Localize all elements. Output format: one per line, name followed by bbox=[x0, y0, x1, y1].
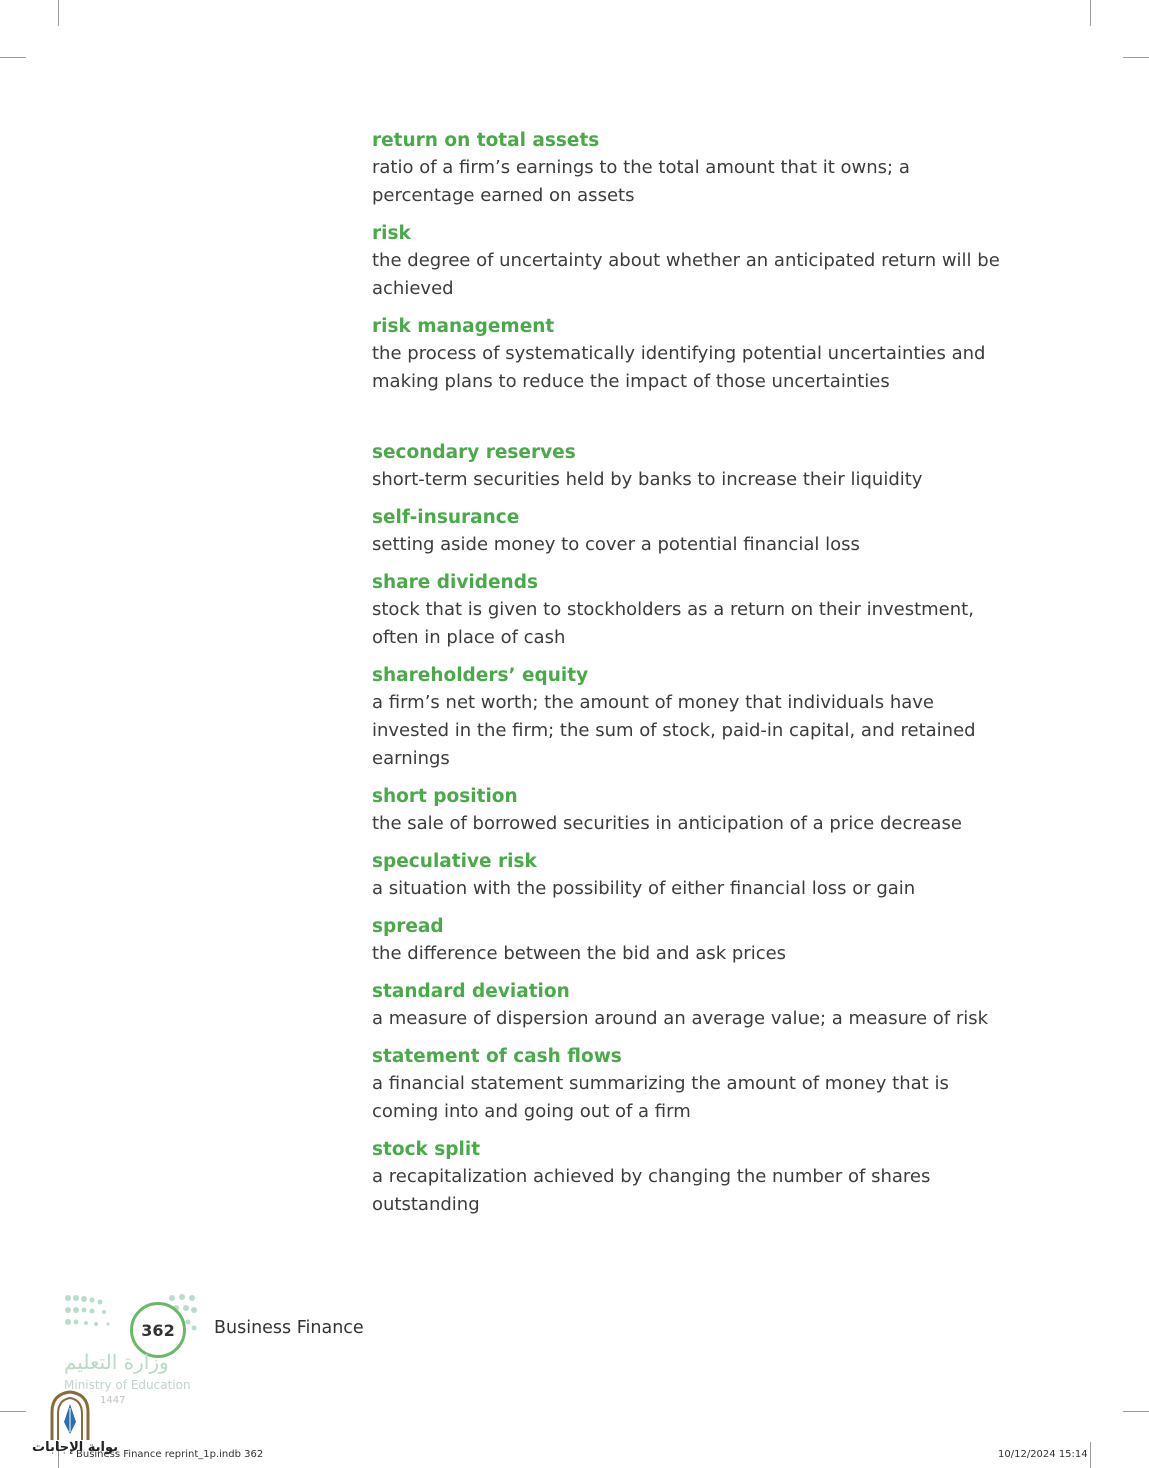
glossary-definition: stock that is given to stockholders as a return on their investment, often in place of cash bbox=[372, 599, 974, 648]
glossary-definition: short-term securities held by banks to increase their liquidity bbox=[372, 469, 923, 490]
glossary-entry bbox=[372, 849, 1012, 903]
glossary-term: share dividends bbox=[372, 572, 538, 593]
glossary-entry bbox=[372, 221, 1012, 303]
glossary-definition: setting aside money to cover a potential financial loss bbox=[372, 534, 860, 555]
glossary-term: shareholders’ equity bbox=[372, 665, 589, 686]
glossary-entry bbox=[372, 314, 1012, 396]
glossary-entry bbox=[372, 914, 1012, 968]
glossary-entry bbox=[372, 128, 1012, 210]
glossary-definition: a measure of dispersion around an average value; a measure of risk bbox=[372, 1008, 989, 1029]
crop-mark bbox=[1090, 0, 1091, 26]
glossary-definition: a financial statement summarizing the amount of money that is coming into and going out of a firm bbox=[372, 1073, 949, 1122]
glossary-term: risk bbox=[372, 223, 411, 244]
crop-mark bbox=[0, 1411, 26, 1412]
book-title: Business Finance bbox=[214, 1318, 364, 1338]
page-number: 362 bbox=[130, 1302, 186, 1358]
ministry-name-arabic: وزارة التعليم bbox=[64, 1350, 169, 1374]
answers-portal-text: بوابة الإجابات bbox=[32, 1440, 118, 1455]
glossary-definition: the degree of uncertainty about whether an anticipated return will be achieved bbox=[372, 250, 1000, 299]
glossary-entry bbox=[372, 663, 1012, 773]
glossary-term: stock split bbox=[372, 1139, 481, 1160]
glossary-entry bbox=[372, 505, 1012, 559]
glossary-term: statement of cash flows bbox=[372, 1046, 622, 1067]
print-timestamp: 10/12/2024 15:14 bbox=[998, 1449, 1088, 1460]
glossary-definition: the difference between the bid and ask prices bbox=[372, 943, 787, 964]
glossary-term: secondary reserves bbox=[372, 442, 576, 463]
glossary-entry bbox=[372, 979, 1012, 1033]
glossary-definition: the process of systematically identifying potential uncertainties and making plans to reduce the impact of those uncertainties bbox=[372, 343, 986, 392]
answers-portal-logo-icon bbox=[32, 1388, 114, 1444]
glossary-term: self-insurance bbox=[372, 507, 520, 528]
glossary-definition: a firm’s net worth; the amount of money that individuals have invested in the firm; the sum of stock, paid-in capital, and retained earnings bbox=[372, 692, 976, 769]
edition-year: 1447 bbox=[100, 1395, 126, 1406]
glossary-entry bbox=[372, 784, 1012, 838]
crop-mark bbox=[1123, 1411, 1149, 1412]
glossary-definition: a recapitalization achieved by changing the number of shares outstanding bbox=[372, 1166, 931, 1215]
file-slug: Business Finance reprint_1p.indb 362 bbox=[76, 1449, 264, 1460]
glossary-entry bbox=[372, 570, 1012, 652]
crop-mark bbox=[0, 57, 26, 58]
glossary-definition: ratio of a firm’s earnings to the total amount that it owns; a percentage earned on assets bbox=[372, 157, 910, 206]
glossary-list bbox=[372, 128, 1012, 1230]
glossary-term: speculative risk bbox=[372, 851, 537, 872]
glossary-term: return on total assets bbox=[372, 130, 600, 151]
glossary-term: risk management bbox=[372, 316, 555, 337]
glossary-definition: a situation with the possibility of either financial loss or gain bbox=[372, 878, 916, 899]
crop-mark bbox=[1123, 57, 1149, 58]
glossary-term: short position bbox=[372, 786, 518, 807]
glossary-entry bbox=[372, 1137, 1012, 1219]
glossary-term: spread bbox=[372, 916, 444, 937]
glossary-definition: the sale of borrowed securities in anticipation of a price decrease bbox=[372, 813, 962, 834]
glossary-entry bbox=[372, 440, 1012, 494]
crop-mark bbox=[58, 0, 59, 26]
glossary-term: standard deviation bbox=[372, 981, 570, 1002]
ministry-name-english: Ministry of Education bbox=[64, 1378, 191, 1392]
glossary-entry bbox=[372, 1044, 1012, 1126]
crop-mark bbox=[1090, 1442, 1091, 1468]
